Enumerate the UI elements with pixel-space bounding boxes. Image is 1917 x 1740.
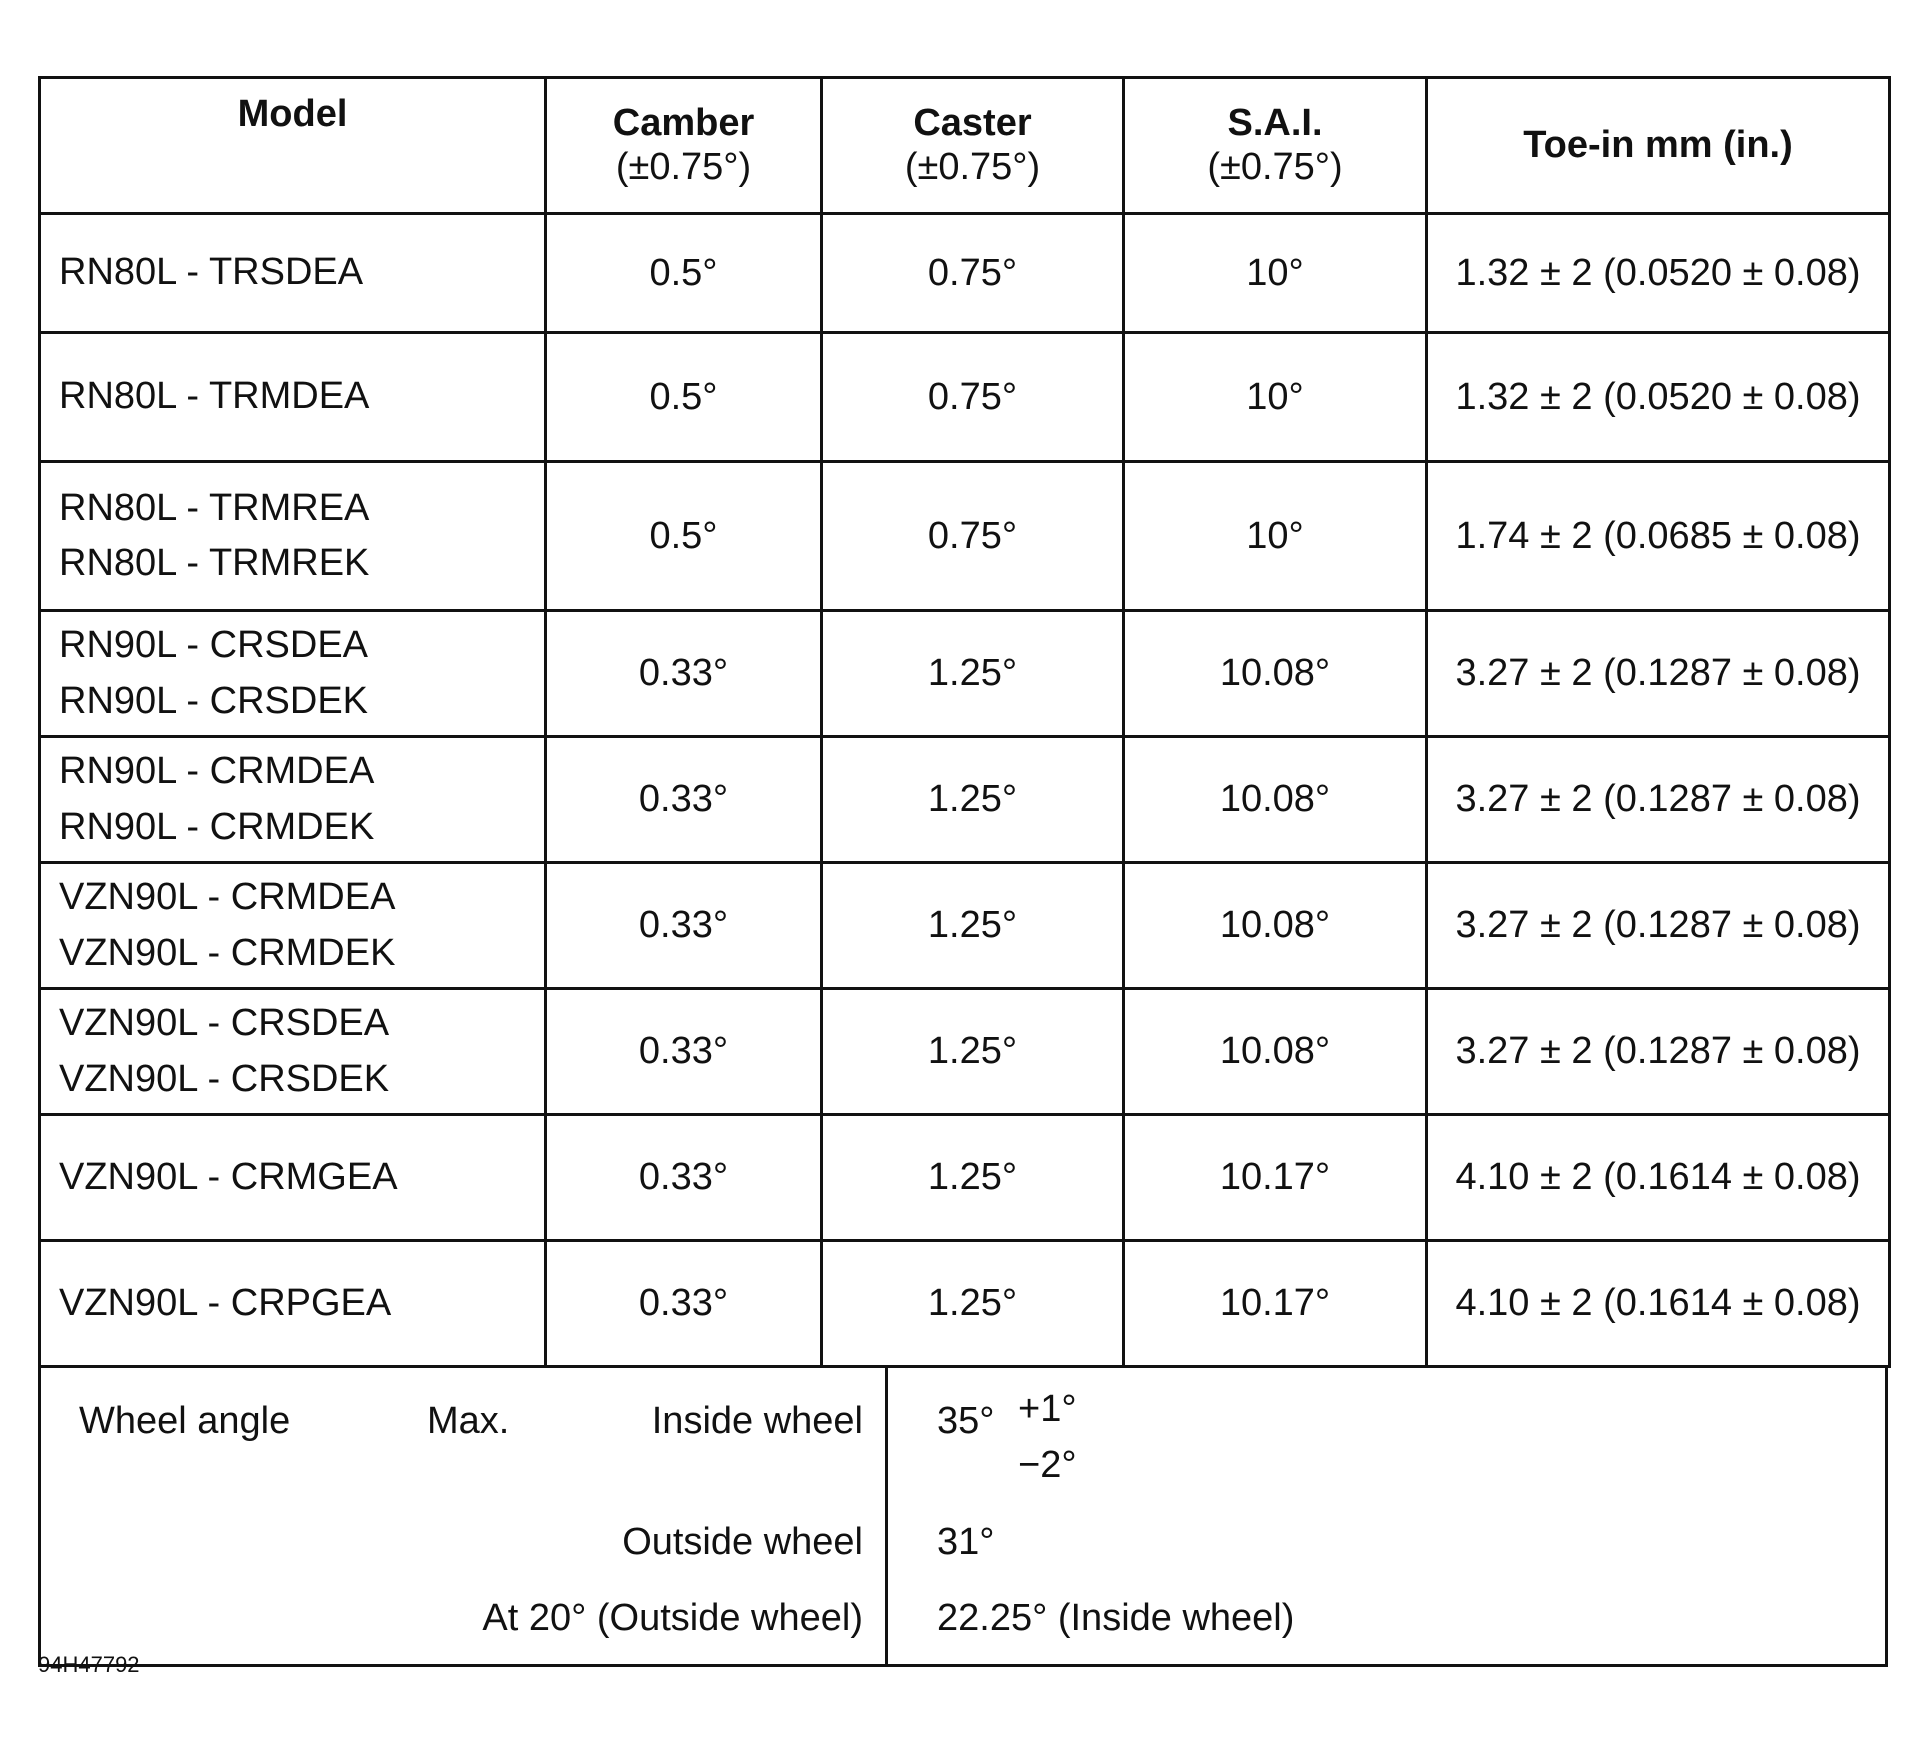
wheel-angle-section (38, 1368, 1888, 1667)
inside-wheel-value: 35° (937, 1400, 995, 1442)
model-cell: VZN90L - CRPGEA (40, 1241, 546, 1367)
sai-cell: 10° (1124, 462, 1427, 611)
header-caster: Caster (±0.75°) (822, 78, 1124, 214)
camber-cell: 0.33° (546, 611, 822, 737)
model-cell: RN90L - CRMDEA RN90L - CRMDEK (40, 737, 546, 863)
header-sai: S.A.I. (±0.75°) (1124, 78, 1427, 214)
caster-cell: 0.75° (822, 333, 1124, 462)
toe-in-cell: 1.32 ± 2 (0.0520 ± 0.08) (1427, 333, 1890, 462)
toe-in-cell: 1.32 ± 2 (0.0520 ± 0.08) (1427, 214, 1890, 333)
model-cell: VZN90L - CRMDEA VZN90L - CRMDEK (40, 863, 546, 989)
table-row (40, 462, 1890, 611)
column-divider (885, 1368, 888, 1664)
table-row (40, 737, 1890, 863)
caster-cell: 1.25° (822, 863, 1124, 989)
sai-cell: 10.17° (1124, 1115, 1427, 1241)
header-row (40, 78, 1890, 214)
caster-cell: 1.25° (822, 989, 1124, 1115)
inside-wheel-label: Inside wheel (651, 1400, 863, 1442)
caster-cell: 0.75° (822, 462, 1124, 611)
table-row (40, 333, 1890, 462)
inside-wheel-minus-tolerance: −2° (1018, 1444, 1077, 1486)
model-cell: RN80L - TRMREA RN80L - TRMREK (40, 462, 546, 611)
sai-cell: 10.08° (1124, 737, 1427, 863)
toe-in-cell: 3.27 ± 2 (0.1287 ± 0.08) (1427, 863, 1890, 989)
sai-cell: 10.17° (1124, 1241, 1427, 1367)
model-cell: RN80L - TRMDEA (40, 333, 546, 462)
camber-cell: 0.33° (546, 737, 822, 863)
caster-cell: 1.25° (822, 737, 1124, 863)
table-row (40, 611, 1890, 737)
inside-wheel-plus-tolerance: +1° (1018, 1388, 1077, 1430)
sai-cell: 10° (1124, 214, 1427, 333)
max-label: Max. (427, 1400, 510, 1442)
at-20-label: At 20° (Outside wheel) (482, 1597, 863, 1639)
model-cell: RN90L - CRSDEA RN90L - CRSDEK (40, 611, 546, 737)
header-model: Model (40, 78, 546, 214)
toe-in-cell: 3.27 ± 2 (0.1287 ± 0.08) (1427, 737, 1890, 863)
model-cell: VZN90L - CRSDEA VZN90L - CRSDEK (40, 989, 546, 1115)
toe-in-cell: 3.27 ± 2 (0.1287 ± 0.08) (1427, 611, 1890, 737)
model-cell: RN80L - TRSDEA (40, 214, 546, 333)
wheel-angle-label: Wheel angle (79, 1400, 291, 1442)
camber-cell: 0.33° (546, 989, 822, 1115)
sai-cell: 10.08° (1124, 989, 1427, 1115)
table-row (40, 1115, 1890, 1241)
caster-cell: 1.25° (822, 611, 1124, 737)
caster-cell: 0.75° (822, 214, 1124, 333)
camber-cell: 0.33° (546, 1241, 822, 1367)
at-20-value: 22.25° (Inside wheel) (937, 1597, 1295, 1639)
table-row (40, 214, 1890, 333)
outside-wheel-value: 31° (937, 1521, 995, 1563)
table-row (40, 989, 1890, 1115)
sai-cell: 10.08° (1124, 611, 1427, 737)
model-cell: VZN90L - CRMGEA (40, 1115, 546, 1241)
toe-in-cell: 4.10 ± 2 (0.1614 ± 0.08) (1427, 1115, 1890, 1241)
outside-wheel-label: Outside wheel (622, 1521, 863, 1563)
alignment-spec-sheet (38, 76, 1888, 1667)
caster-cell: 1.25° (822, 1115, 1124, 1241)
camber-cell: 0.5° (546, 333, 822, 462)
sai-cell: 10.08° (1124, 863, 1427, 989)
caster-cell: 1.25° (822, 1241, 1124, 1367)
header-camber: Camber (±0.75°) (546, 78, 822, 214)
toe-in-cell: 1.74 ± 2 (0.0685 ± 0.08) (1427, 462, 1890, 611)
camber-cell: 0.33° (546, 1115, 822, 1241)
alignment-spec-table (38, 76, 1891, 1368)
figure-code: 94H47792 (38, 1652, 140, 1677)
table-row (40, 1241, 1890, 1367)
sai-cell: 10° (1124, 333, 1427, 462)
camber-cell: 0.5° (546, 214, 822, 333)
toe-in-cell: 4.10 ± 2 (0.1614 ± 0.08) (1427, 1241, 1890, 1367)
toe-in-cell: 3.27 ± 2 (0.1287 ± 0.08) (1427, 989, 1890, 1115)
table-row (40, 863, 1890, 989)
camber-cell: 0.5° (546, 462, 822, 611)
header-toe-in: Toe-in mm (in.) (1427, 78, 1890, 214)
camber-cell: 0.33° (546, 863, 822, 989)
